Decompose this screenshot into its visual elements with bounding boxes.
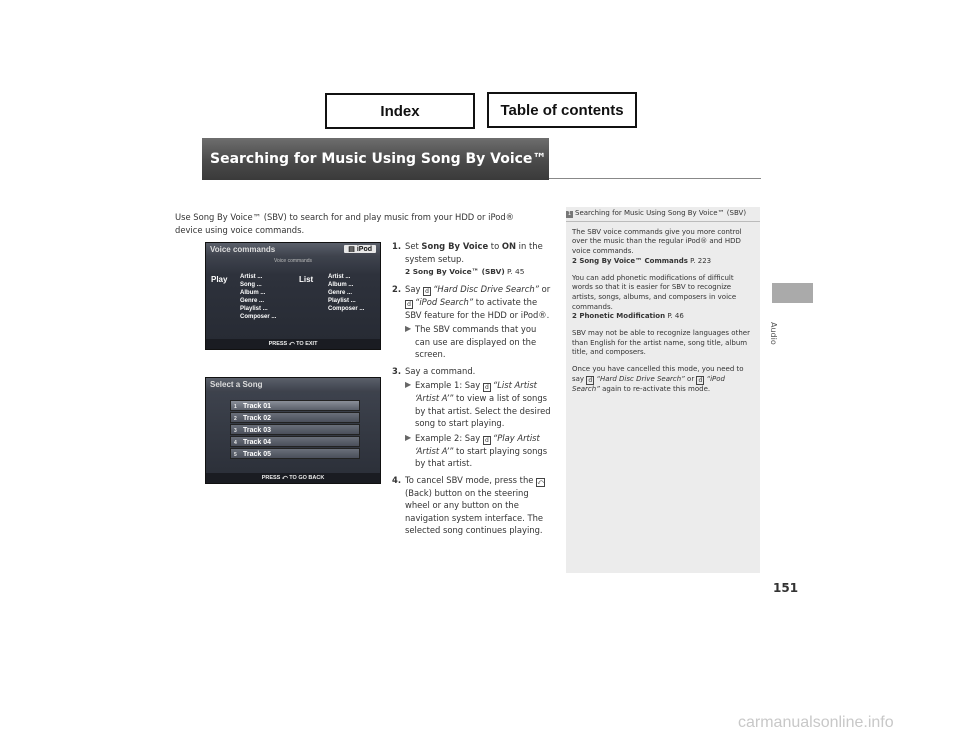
chapter-tab — [772, 283, 813, 303]
watermark: carmanualsonline.info — [738, 714, 894, 731]
title-divider — [549, 178, 761, 179]
example-2: ▶ Example 2: Say d “Play Artist ‘Artist A’” to start playing songs by that artist. — [405, 432, 548, 468]
section-title: Searching for Music Using Song By Voice™ (SBV) — [202, 138, 549, 180]
screen-footer: PRESS ⤺ TO EXIT — [206, 339, 380, 349]
track-name: Track 05 — [243, 451, 272, 458]
ipod-badge: ▤ iPod — [344, 245, 376, 253]
reference-arrow-icon: 2 — [405, 267, 411, 276]
play-commands: Artist ... Song ... Album ... Genre ... Playlist ... Composer ... — [240, 274, 277, 320]
track-name: Track 03 — [243, 427, 272, 434]
song-list-item — [230, 412, 360, 423]
song-list — [230, 400, 360, 460]
reference-arrow-icon: 2 — [572, 312, 577, 321]
note-marker-icon: 1 — [567, 211, 572, 217]
cross-reference[interactable]: 2 Song By Voice™ Commands P. 223 — [572, 256, 712, 265]
voice-commands-screen — [205, 242, 381, 350]
procedure-steps — [392, 240, 552, 541]
page-number: 151 — [773, 581, 799, 595]
cross-reference[interactable]: 2 Phonetic Modification P. 46 — [572, 312, 684, 321]
track-name: Track 04 — [243, 439, 272, 446]
song-list-item — [230, 424, 360, 435]
intro-text: Use Song By Voice™ (SBV) to search for and play music from your HDD or iPod® device using voice commands. — [175, 212, 515, 235]
side-note — [566, 207, 760, 573]
step-4: 4. To cancel SBV mode, press the ⤺ (Back) button on the steering wheel or any button on the navigation system interface. The selected song continues playing. — [392, 474, 544, 535]
voice-icon: d — [483, 383, 491, 392]
step-2-result: ▶ The SBV commands that you can use are displayed on the screen. — [405, 324, 537, 359]
song-list-item — [230, 436, 360, 447]
voice-icon: d — [696, 376, 704, 385]
voice-icon: d — [405, 300, 413, 309]
track-number: 2 — [234, 416, 237, 422]
list-commands: Artist ... Album ... Genre ... Playlist ... Composer ... — [328, 274, 365, 312]
screen-header: Select a Song — [206, 378, 380, 392]
screen-subheader: Voice commands — [273, 258, 313, 264]
step-2: 2. Say d “Hard Disc Drive Search” or d “iPod Search” to activate the SBV feature for the HDD or iPod®. ▶ The SBV commands that you can use are displayed on the screen. — [392, 283, 551, 359]
list-label: List — [299, 275, 314, 284]
track-number: 4 — [234, 440, 237, 446]
arrow-icon: ▶ — [405, 380, 412, 389]
track-name: Track 02 — [243, 415, 272, 422]
note-paragraph: The SBV voice commands give you more control over the music than the regular iPod® and HDD voice commands. 2 Song By Voice™ Commands P. 223 — [572, 227, 742, 265]
ipod-icon: ▤ — [348, 246, 357, 253]
track-name: Track 01 — [243, 403, 272, 410]
play-label: Play — [211, 275, 228, 284]
track-number: 3 — [234, 428, 237, 434]
track-number: 5 — [234, 452, 237, 458]
track-number: 1 — [234, 404, 237, 410]
voice-icon: d — [586, 376, 594, 385]
example-1: ▶ Example 1: Say d “List Artist ‘Artist A’” to view a list of songs by that artist. Select the desired song to start playing. — [405, 380, 551, 428]
note-paragraph: SBV may not be able to recognize languages other than English for the artist name, song title, album title, and composers. — [572, 329, 750, 357]
screen-footer: PRESS ⤺ TO GO BACK — [206, 473, 380, 483]
arrow-icon: ▶ — [405, 324, 412, 333]
note-paragraph: Once you have cancelled this mode, you need to say d “Hard Disc Drive Search” or d “iPod Search” again to re-activate this mode. — [572, 365, 744, 393]
arrow-icon: ▶ — [405, 432, 412, 442]
screen-header: Voice commands — [206, 243, 380, 257]
select-song-screen — [205, 377, 381, 484]
song-list-item — [230, 400, 360, 411]
chapter-label: Audio — [769, 322, 778, 345]
table-of-contents-button[interactable]: Table of contents — [487, 92, 637, 128]
voice-icon: d — [423, 287, 431, 296]
note-paragraph: You can add phonetic modifications of difficult words so that it is easier for SBV to recognize artists, songs, albums, and composers in voice commands. 2 Phonetic Modification P. 46 — [572, 273, 737, 321]
song-list-item — [230, 448, 360, 459]
voice-icon: d — [483, 436, 491, 445]
reference-arrow-icon: 2 — [572, 256, 577, 265]
step-1: 1. Set Song By Voice to ON in the system setup. 2 Song By Voice™ (SBV) P. 45 — [392, 240, 552, 279]
note-heading: 1 Searching for Music Using Song By Voice™ (SBV) — [566, 207, 760, 222]
step-3: 3. Say a command. ▶ Example 1: Say d “List Artist ‘Artist A’” to view a list of songs by that artist. Select the desired song to start playing. ▶ Example 2: Say d “Play Artist ‘Artist A’” to start playing songs by that artist. — [392, 365, 551, 468]
cross-reference[interactable]: 2 Song By Voice™ (SBV) P. 45 — [405, 267, 525, 276]
index-button[interactable]: Index — [325, 93, 475, 129]
back-icon: ⤺ — [537, 478, 544, 486]
